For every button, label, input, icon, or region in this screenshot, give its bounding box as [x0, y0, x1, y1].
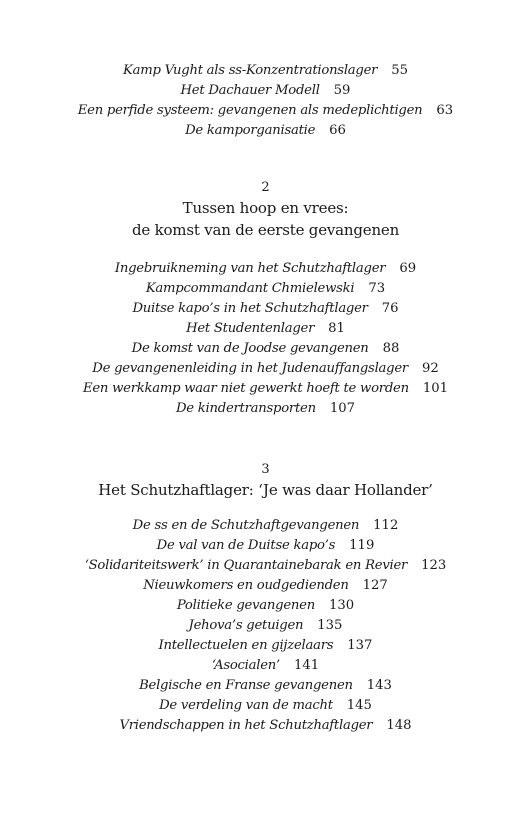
- toc-entry: [0, 259, 531, 279]
- toc-entry-page: 66: [329, 123, 346, 138]
- toc-entry-page: 55: [391, 63, 408, 78]
- toc-entry: [0, 359, 531, 379]
- toc-entry-title: De kindertransporten: [175, 401, 316, 416]
- toc-entry: [0, 101, 531, 121]
- toc-entry-page: 148: [386, 718, 412, 733]
- toc-entry-title: Politieke gevangenen: [176, 598, 315, 613]
- toc-entry-page: 143: [366, 678, 392, 693]
- toc-entry-page: 112: [373, 518, 399, 533]
- toc-entry: [0, 61, 531, 81]
- chapter-2-heading: [0, 179, 531, 241]
- toc-entry-title: Kampcommandant Chmielewski: [145, 281, 355, 296]
- toc-entry-title: ‘Asocialen’: [211, 658, 280, 673]
- chapter-title-line-1: Tussen hoop en vrees:: [182, 199, 349, 217]
- chapter-number: 3: [261, 462, 270, 477]
- toc-entry-page: 135: [317, 618, 343, 633]
- toc-entry-page: 145: [346, 698, 372, 713]
- toc-entry-title: De komst van de Joodse gevangenen: [131, 341, 369, 356]
- toc-entry-page: 137: [347, 638, 373, 653]
- toc-entry-title: Ingebruikneming van het Schutzhaftlager: [114, 261, 386, 276]
- toc-entry-title: Belgische en Franse gevangenen: [139, 678, 353, 693]
- toc-entry-page: 63: [436, 103, 454, 118]
- toc-entry-title: Het Dachauer Modell: [180, 83, 320, 98]
- toc-entry: [0, 379, 531, 399]
- toc-entry: [0, 716, 531, 736]
- toc-entry: [0, 299, 531, 319]
- toc-entry-page: 130: [328, 598, 355, 613]
- toc-entry: [0, 636, 531, 656]
- toc-entry-title: Intellectuelen en gijzelaars: [158, 638, 334, 653]
- toc-entry-page: 69: [399, 261, 417, 276]
- toc-entry-title: Duitse kapo’s in het Schutzhaftlager: [132, 301, 368, 316]
- toc-entry-title: De val van de Duitse kapo’s: [156, 538, 336, 553]
- toc-entry-title: Nieuwkomers en oudgedienden: [143, 578, 349, 593]
- toc-entry-title: Vriendschappen in het Schutzhaftlager: [119, 718, 373, 733]
- toc-entry: [0, 81, 531, 101]
- toc-entry-title: De verdeling van de macht: [159, 698, 333, 713]
- toc-entry-page: 73: [368, 281, 386, 296]
- toc-entry: [0, 696, 531, 716]
- toc-entry-title: Het Studentenlager: [186, 321, 315, 336]
- toc-entry-page: 107: [329, 401, 355, 416]
- toc-entry-page: 59: [333, 83, 351, 98]
- toc-entry: [0, 121, 531, 141]
- toc-entry-page: 141: [293, 658, 320, 673]
- toc-entry-page: 88: [382, 341, 400, 356]
- chapter-title-line-2: de komst van de eerste gevangenen: [131, 221, 400, 239]
- toc-entry-title: Kamp Vught als ss-Konzentrationslager: [122, 63, 378, 78]
- toc-entry: [0, 279, 531, 299]
- toc-entry-page: 81: [328, 321, 345, 336]
- toc-entry: [0, 516, 531, 536]
- toc-entry-title: De gevangenenleiding in het Judenauffangslager: [92, 361, 408, 376]
- chapter-3-heading: [0, 461, 531, 501]
- toc-entry-page: 127: [362, 578, 388, 593]
- toc-entry-page: 76: [381, 301, 399, 316]
- toc-entry: [0, 339, 531, 359]
- toc-entry-title: ‘Solidariteitswerk’ in Quarantainebarak en Revier: [84, 558, 408, 573]
- toc-entry: [0, 399, 531, 419]
- toc-entry: [0, 596, 531, 616]
- toc-entry-title: De kamporganisatie: [185, 123, 316, 138]
- toc-entry: [0, 676, 531, 696]
- toc-entry: [0, 616, 531, 636]
- chapter-number: 2: [261, 180, 270, 195]
- chapter-2-entries: [0, 259, 531, 419]
- toc-entry-page: 101: [422, 381, 448, 396]
- toc-entry: [0, 319, 531, 339]
- toc-entry-page: 123: [421, 558, 447, 573]
- toc-entry: [0, 536, 531, 556]
- toc-entry-title: Een werkkamp waar niet gewerkt hoeft te worden: [83, 381, 409, 396]
- toc-entry: [0, 576, 531, 596]
- chapter-title-line-1: Het Schutzhaftlager: ‘Je was daar Hollander’: [98, 481, 433, 499]
- chapter-3-entries: [0, 516, 531, 736]
- toc-entry-page: 119: [349, 538, 375, 553]
- toc-entry: [0, 556, 531, 576]
- toc-section-intro: [0, 61, 531, 141]
- toc-entry-page: 92: [421, 361, 439, 376]
- toc-entry-title: Een perfide systeem: gevangenen als medeplichtigen: [77, 103, 423, 118]
- toc-entry-title: Jehova’s getuigen: [188, 618, 304, 633]
- toc-entry: [0, 656, 531, 676]
- toc-entry-title: De ss en de Schutzhaftgevangenen: [132, 518, 360, 533]
